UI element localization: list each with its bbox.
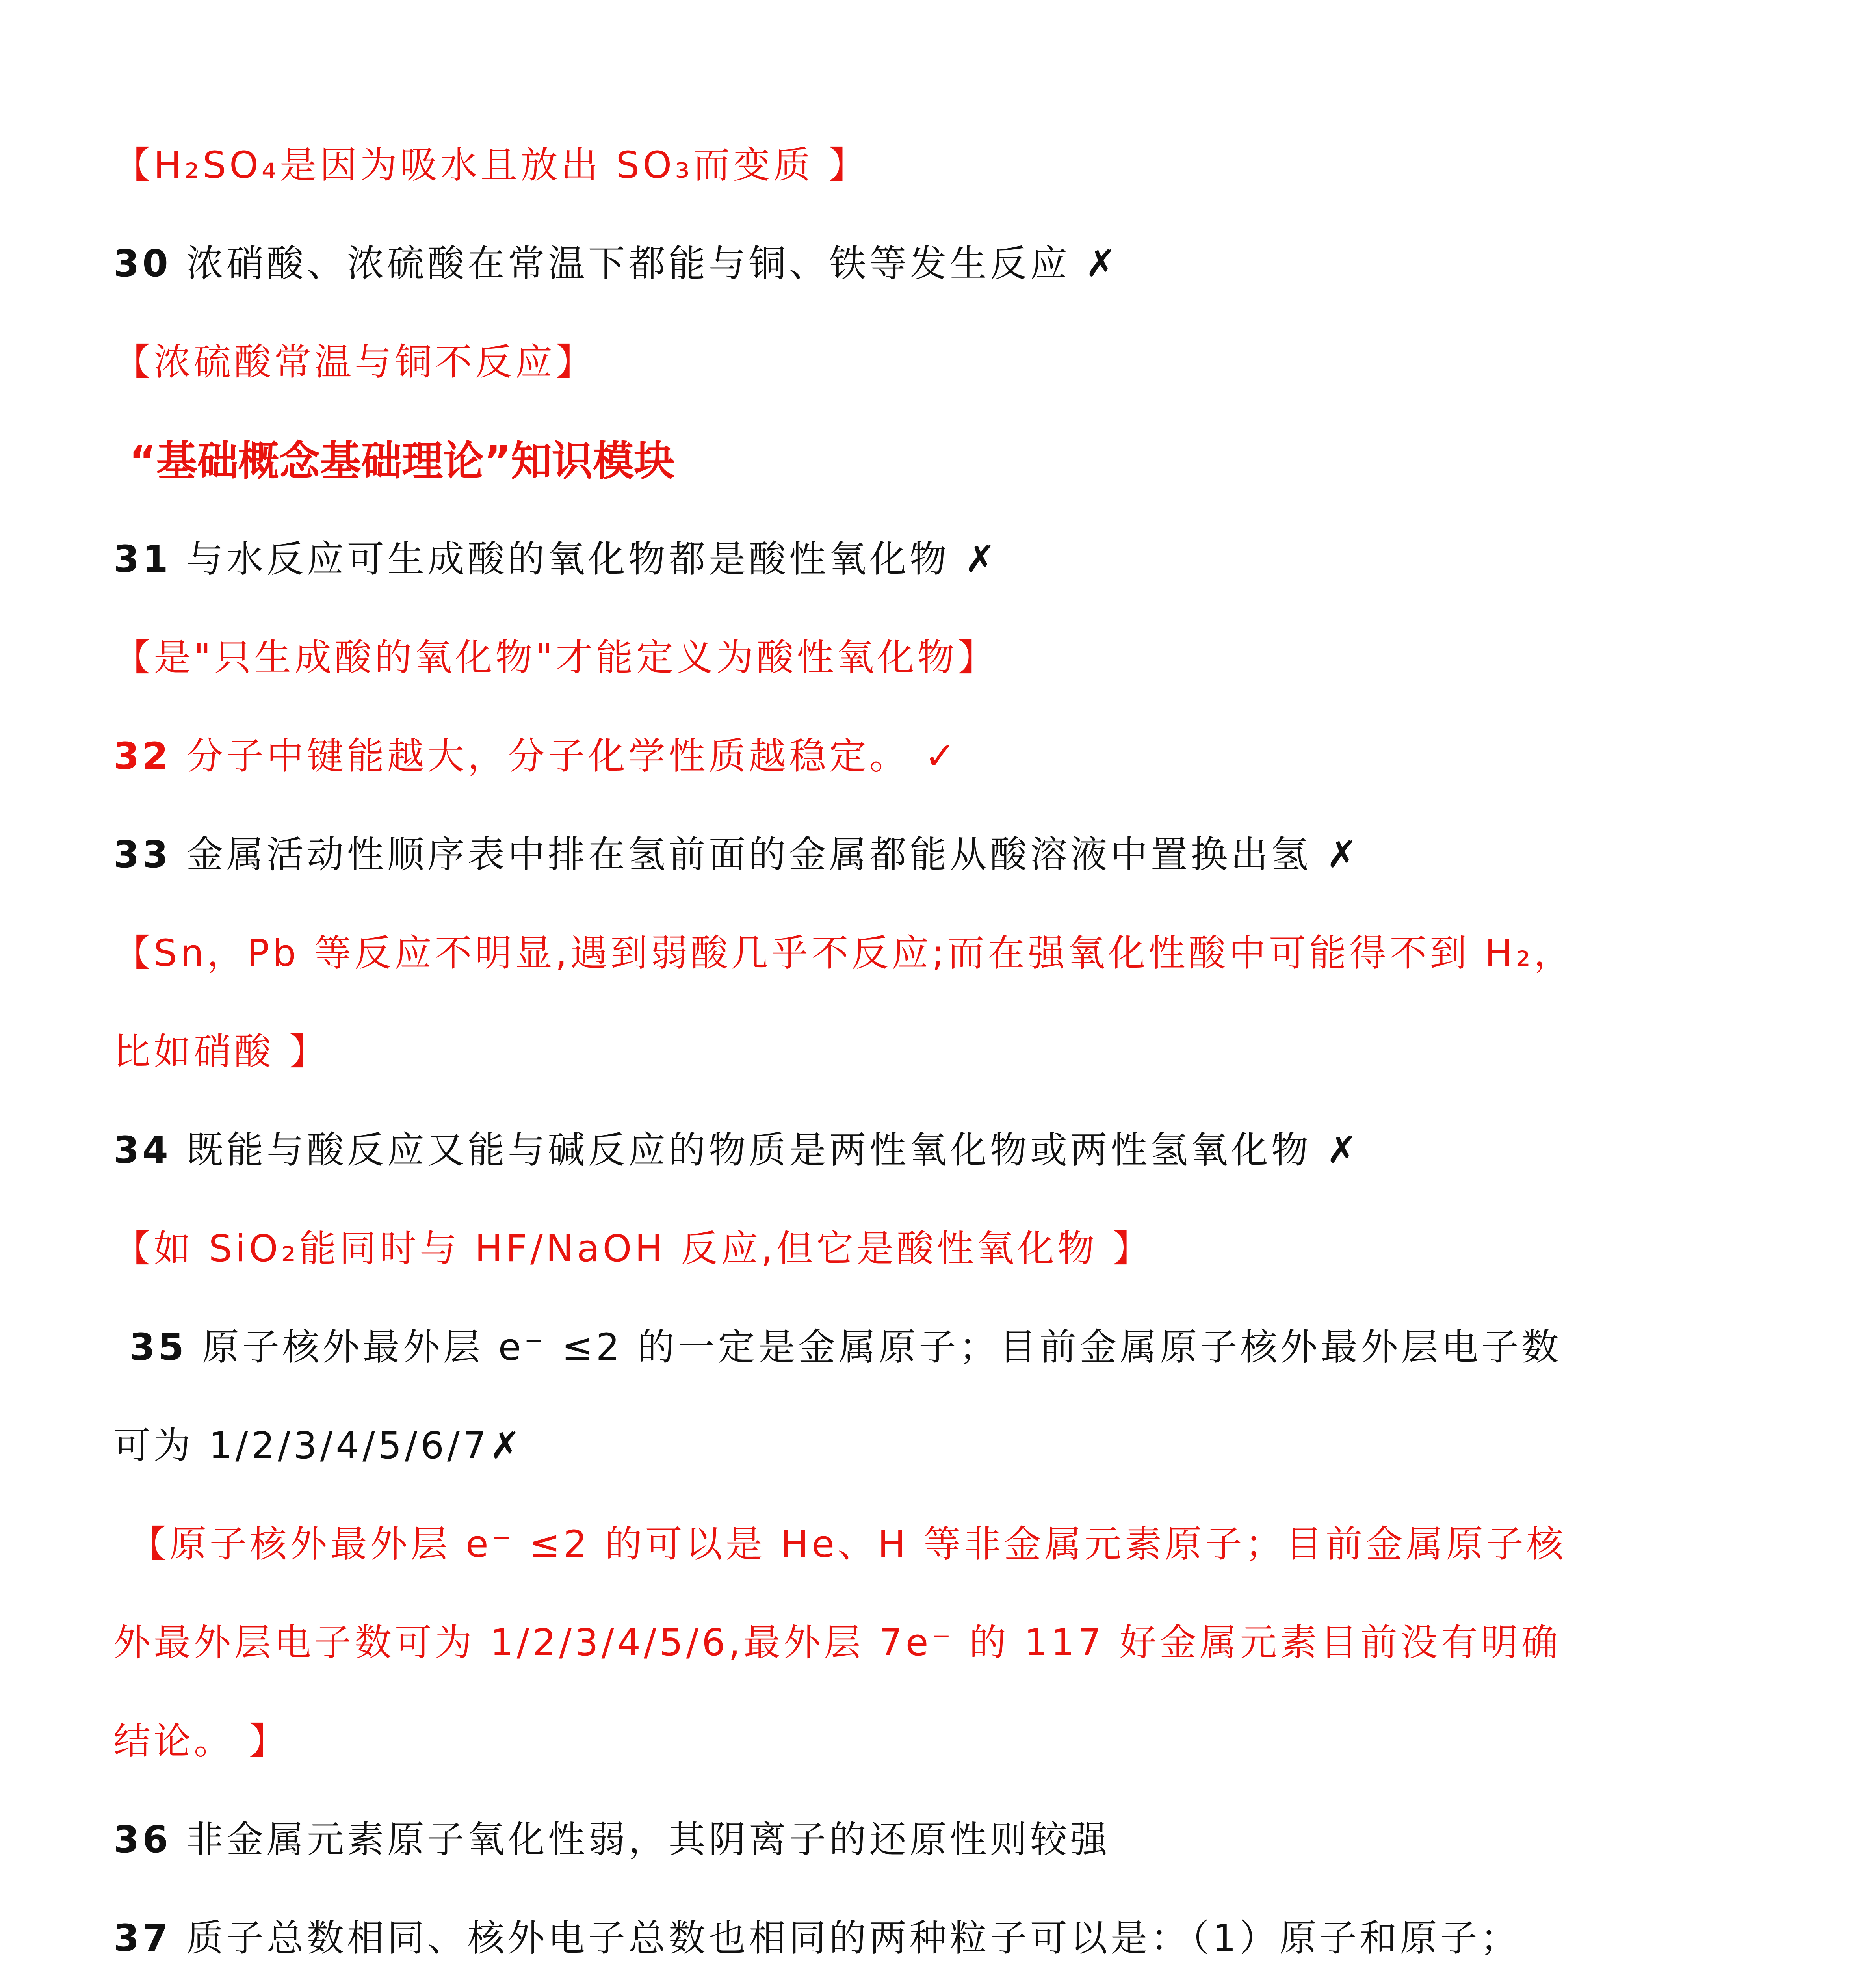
line-text: 金属活动性顺序表中排在氢前面的金属都能从酸溶液中置换出氢 ✗ (171, 833, 1361, 876)
note-35-line3 (113, 1716, 289, 1767)
heading-text: “基础概念基础理论”知识模块 (129, 437, 675, 485)
item-37-line1 (113, 1913, 1521, 1964)
line-text: 【浓硫酸常温与铜不反应】 (113, 341, 596, 384)
item-number: 30 (113, 242, 171, 285)
line-text: 非金属元素原子氧化性弱，其阴离子的还原性则较强 (171, 1818, 1111, 1861)
note-31 (113, 632, 997, 684)
line-text: 结论。 】 (113, 1720, 289, 1763)
line-text: 分子中键能越大，分子化学性质越稳定。 ✓ (171, 735, 959, 778)
item-number: 37 (113, 1917, 171, 1960)
note-34 (113, 1223, 1153, 1275)
line-text: 原子核外最外层 e⁻ ≤2 的一定是金属原子；目前金属原子核外最外层电子数 (187, 1326, 1562, 1369)
line-text: 可为 1/2/3/4/5/6/7✗ (113, 1424, 524, 1467)
item-31 (113, 534, 999, 585)
item-number: 31 (113, 538, 171, 581)
note-33-line1 (113, 928, 1574, 979)
item-36 (113, 1814, 1111, 1866)
note-35-line1 (129, 1519, 1567, 1570)
line-text: 与水反应可生成酸的氧化物都是酸性氧化物 ✗ (171, 538, 999, 581)
note-h2so4 (113, 140, 869, 191)
item-30 (113, 238, 1119, 290)
item-number: 36 (113, 1818, 171, 1861)
line-text: 比如硝酸 】 (113, 1030, 329, 1073)
line-text: 外最外层电子数可为 1/2/3/4/5/6,最外层 7e⁻ 的 117 好金属元素目前没有明确 (113, 1621, 1562, 1664)
line-text: 浓硝酸、浓硫酸在常温下都能与铜、铁等发生反应 ✗ (171, 242, 1120, 285)
item-number: 34 (113, 1129, 171, 1172)
item-number: 33 (113, 833, 171, 876)
line-text: 【H₂SO₄是因为吸水且放出 SO₃而变质 】 (113, 144, 869, 187)
line-text: 【是"只生成酸的氧化物"才能定义为酸性氧化物】 (113, 636, 998, 679)
note-30 (113, 337, 596, 388)
item-number: 32 (113, 735, 171, 778)
line-text: 【Sn，Pb 等反应不明显,遇到弱酸几乎不反应;而在强氧化性酸中可能得不到 H₂， (113, 932, 1574, 975)
item-35-line1 (129, 1322, 1562, 1373)
line-text: 【原子核外最外层 e⁻ ≤2 的可以是 He、H 等非金属元素原子；目前金属原子核 (129, 1523, 1567, 1566)
note-33-line2 (113, 1026, 329, 1078)
item-33 (113, 829, 1360, 881)
item-32 (113, 731, 958, 782)
section-heading (129, 435, 675, 487)
line-text: 既能与酸反应又能与碱反应的物质是两性氧化物或两性氢氧化物 ✗ (171, 1129, 1361, 1172)
line-text: 【如 SiO₂能同时与 HF/NaOH 反应,但它是酸性氧化物 】 (113, 1227, 1153, 1270)
line-text: 质子总数相同、核外电子总数也相同的两种粒子可以是：（1）原子和原子； (171, 1917, 1521, 1960)
item-number: 35 (129, 1326, 187, 1369)
item-34 (113, 1125, 1360, 1176)
item-35-line2 (113, 1420, 524, 1472)
note-35-line2 (113, 1617, 1561, 1669)
